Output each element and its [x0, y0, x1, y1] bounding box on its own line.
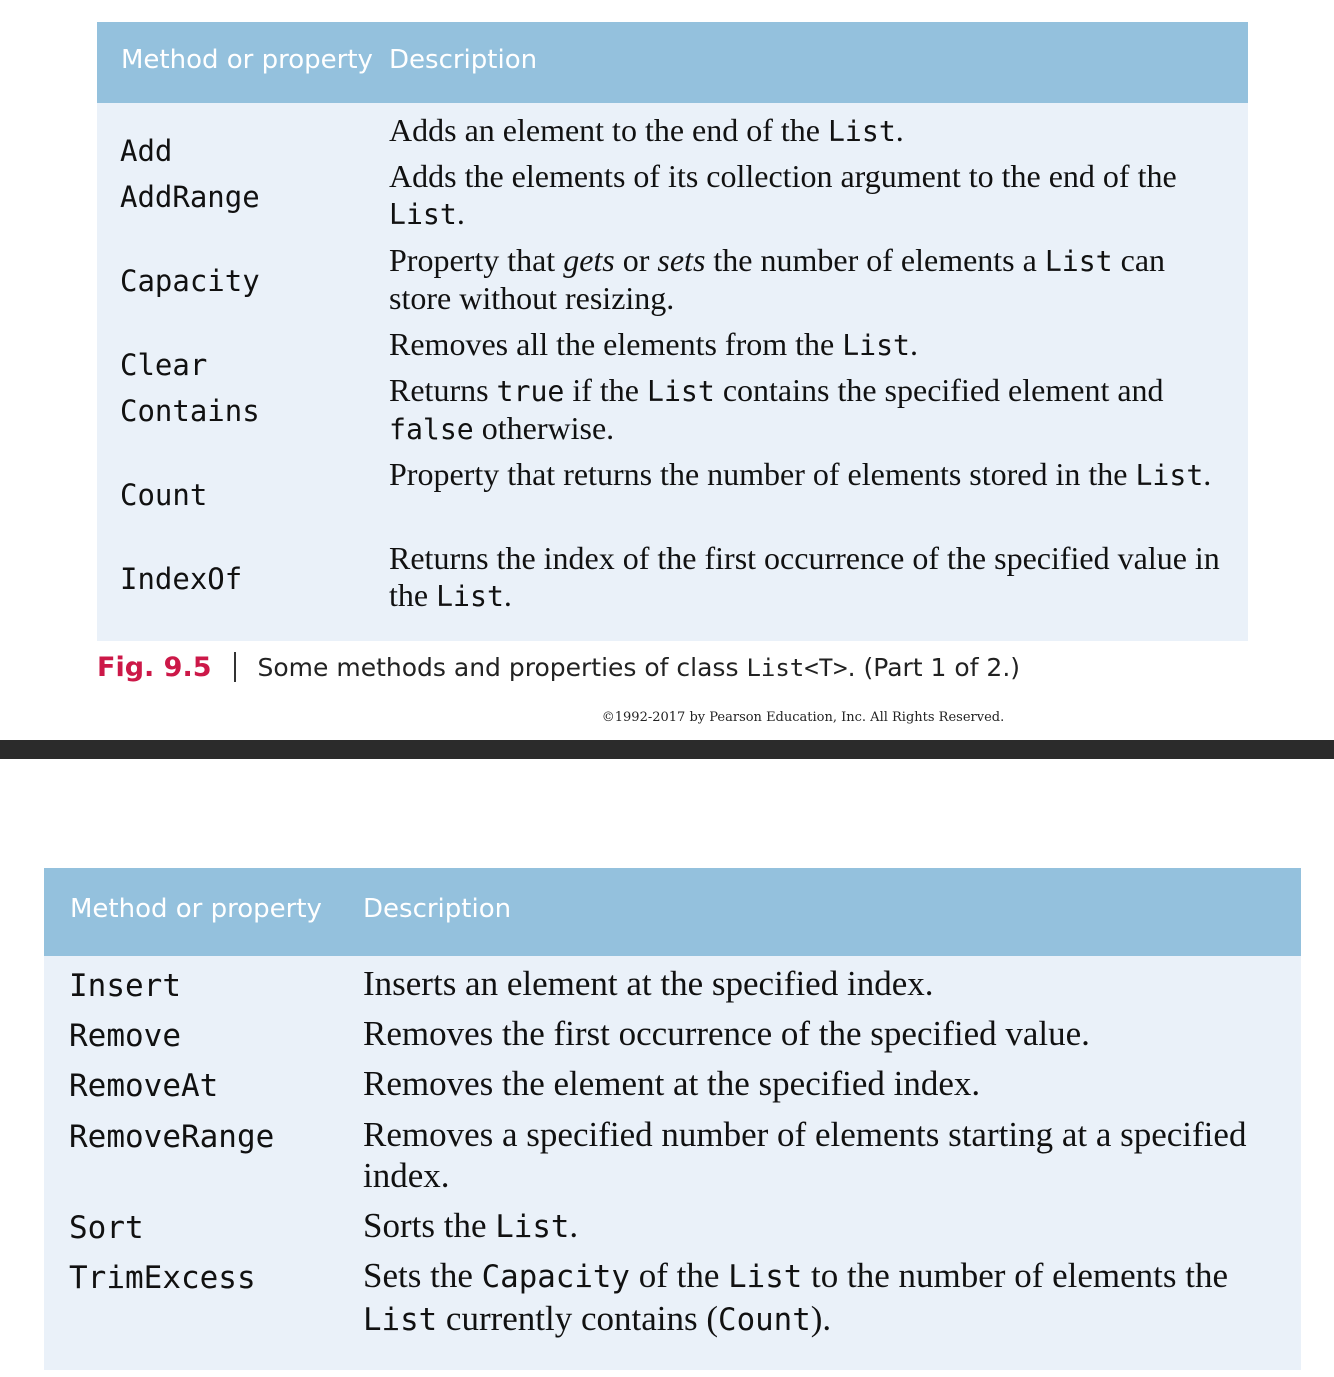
row-name-indexof: IndexOf [120, 562, 243, 596]
header-description: Description [363, 894, 512, 924]
desc-text: . [910, 326, 919, 362]
row-name-removerange: RemoveRange [69, 1119, 275, 1155]
row-desc-indexof [389, 540, 1229, 615]
desc-text: ). [810, 1299, 832, 1338]
row-name-contains: Contains [120, 394, 260, 428]
desc-text: the number of elements a [705, 242, 1045, 278]
methods-table-part2 [44, 868, 1301, 1370]
desc-text: . [503, 577, 512, 613]
code-term: List [495, 1209, 570, 1245]
desc-text: . [1203, 456, 1212, 492]
row-name-insert: Insert [69, 968, 181, 1004]
figure-caption [97, 652, 1020, 683]
row-desc-insert [363, 963, 1283, 1004]
methods-table-part1 [97, 22, 1248, 641]
slide-divider [0, 740, 1334, 759]
code-term: List [728, 1259, 803, 1295]
caption-text-before: Some methods and properties of class [257, 653, 747, 682]
row-desc-trimexcess [363, 1255, 1283, 1341]
code-term: List [647, 375, 715, 408]
desc-text: Adds the elements of its collection argument to the end of the [389, 158, 1177, 194]
italic-term: gets [563, 242, 615, 278]
code-term: List [363, 1302, 438, 1338]
caption-separator [234, 652, 236, 682]
desc-text: . [895, 112, 904, 148]
desc-text: if the [564, 372, 647, 408]
row-name-remove: Remove [69, 1018, 181, 1054]
row-desc-removerange [363, 1114, 1283, 1196]
italic-term: sets [657, 242, 706, 278]
row-name-capacity: Capacity [120, 264, 260, 298]
code-term: List [842, 329, 911, 362]
row-desc-clear [389, 326, 1229, 364]
desc-text: Removes the first occurrence of the specified value. [363, 1014, 1090, 1053]
code-term: List [1135, 459, 1204, 492]
desc-text: . [569, 1206, 579, 1245]
table-header [44, 868, 1301, 956]
desc-text: Removes the element at the specified index. [363, 1064, 981, 1103]
row-desc-contains [389, 372, 1229, 448]
desc-text: or [614, 242, 658, 278]
desc-text: . [456, 195, 465, 231]
row-name-add: Add [120, 134, 173, 168]
desc-text: Inserts an element at the specified index. [363, 964, 934, 1003]
code-term: true [496, 375, 565, 408]
row-desc-count [389, 456, 1229, 494]
desc-text: Removes all the elements from the [389, 326, 843, 362]
desc-text: currently contains ( [437, 1299, 719, 1338]
desc-text: of the [629, 1256, 729, 1295]
header-method-or-property: Method or property [121, 45, 373, 75]
desc-text: Property that [389, 242, 564, 278]
row-name-count: Count [120, 478, 208, 512]
row-name-sort: Sort [69, 1210, 144, 1246]
row-desc-removeat [363, 1063, 1283, 1104]
desc-text: Removes a specified number of elements starting at a specified index. [363, 1115, 1247, 1195]
row-name-clear: Clear [120, 348, 208, 382]
row-desc-addrange [389, 158, 1229, 233]
code-term: List [1044, 245, 1113, 278]
caption-code: List<T> [746, 654, 848, 682]
row-name-removeat: RemoveAt [69, 1068, 219, 1104]
code-term: List [827, 115, 896, 148]
table-header [97, 22, 1248, 103]
row-desc-add [389, 112, 1229, 150]
desc-text: contains the specified element and [714, 372, 1164, 408]
code-term: List [436, 580, 504, 613]
header-method-or-property: Method or property [70, 894, 322, 924]
desc-text: can store without resizing. [389, 242, 1166, 316]
desc-text: Returns [389, 372, 497, 408]
row-name-addrange: AddRange [120, 180, 260, 214]
code-term: List [389, 198, 457, 231]
desc-text: Sorts the [363, 1206, 496, 1245]
desc-text: Returns the index of the first occurrence of the specified value in the [389, 540, 1220, 613]
code-term: false [389, 413, 474, 446]
caption-text-after: . (Part 1 of 2.) [847, 653, 1021, 682]
code-term: Capacity [481, 1259, 630, 1295]
desc-text: to the number of elements the [802, 1256, 1229, 1295]
desc-text: Sets the [363, 1256, 482, 1295]
copyright-notice: ©1992-2017 by Pearson Education, Inc. All Rights Reserved. [601, 710, 1005, 725]
row-desc-remove [363, 1013, 1283, 1054]
desc-text: Adds an element to the end of the [389, 112, 828, 148]
header-description: Description [389, 45, 538, 75]
code-term: Count [718, 1302, 811, 1338]
row-desc-sort [363, 1205, 1283, 1248]
row-name-trimexcess: TrimExcess [69, 1260, 256, 1296]
row-desc-capacity [389, 242, 1229, 317]
desc-text: otherwise. [473, 410, 615, 446]
desc-text: Property that returns the number of elements stored in the [389, 456, 1136, 492]
figure-label: Fig. 9.5 [97, 652, 212, 683]
